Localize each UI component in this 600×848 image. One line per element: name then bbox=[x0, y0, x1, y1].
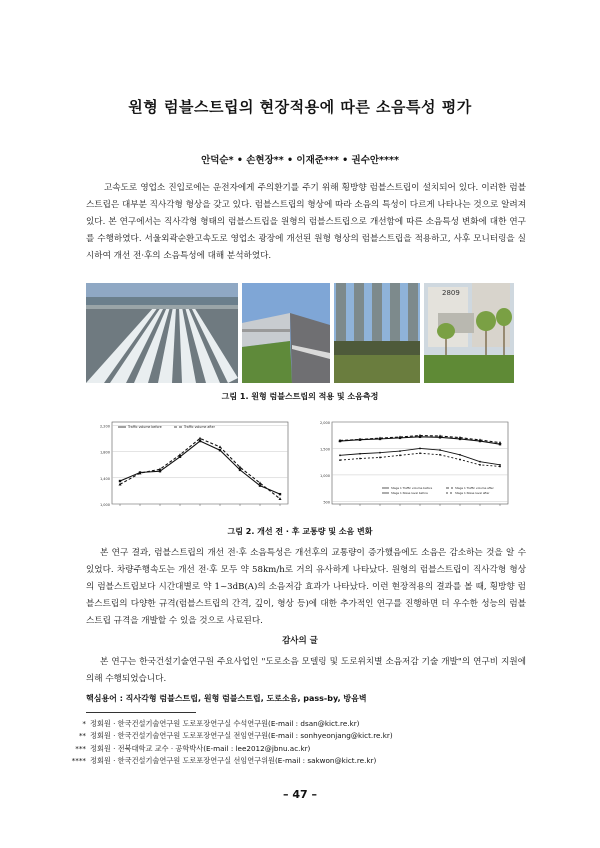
photo-road-barrier bbox=[242, 283, 330, 383]
data-point bbox=[399, 450, 401, 452]
data-point bbox=[359, 453, 361, 455]
page-number: – 47 – bbox=[283, 788, 317, 801]
footnote-mark: ** bbox=[78, 731, 86, 741]
series-line bbox=[120, 438, 280, 498]
footnote-text: 정회원 · 한국건설기술연구원 도로포장연구실 전임연구원(E-mail : sonhyeonjang@kict.re.kr) bbox=[90, 731, 393, 741]
paper-title: 원형 럼블스트립의 현장적용에 따른 소음특성 평가 bbox=[128, 98, 472, 116]
y-tick-label: 1,400 bbox=[99, 476, 110, 481]
keywords: 핵심용어 : 직사각형 럼블스트립, 원형 럼블스트립, 도로소음, pass-by, 방음벽 bbox=[86, 694, 367, 703]
data-point bbox=[439, 449, 441, 451]
data-point bbox=[479, 461, 481, 463]
data-point bbox=[219, 445, 222, 448]
series-line bbox=[340, 448, 500, 464]
footnote bbox=[68, 730, 538, 742]
data-point bbox=[219, 449, 221, 451]
data-point bbox=[419, 448, 421, 450]
data-point bbox=[499, 464, 501, 466]
data-point bbox=[479, 464, 481, 466]
data-point bbox=[339, 459, 341, 461]
footnote-divider bbox=[86, 712, 196, 713]
y-tick-label: 2,200 bbox=[99, 424, 110, 429]
result-paragraph: 본 연구 결과, 럼블스트립의 개선 전·후 소음특성은 개선후의 교통량이 증가했음에도 소음은 감소하는 것을 알 수 있었다. 차량주행속도는 개선 전·후 모두 약 58km/h로 거의 유사하게 나타났다. 원형의 럼블스트립이 직사각형 형상의 럼블스트립보다 시간대별로 약 1~3dB(A)의 소음저감 효과가 나타났다. 이런 현장적용의 결과를 볼 때, 횡방향 럼블스트립의 다양한 규격(럼블스트립의 간격, 깊이, 형상 등)에 대한 추가적인 연구를 진행하면 더 우수한 성능의 럼블스트립 규격을 개발할 수 있을 것으로 사료된다. bbox=[86, 548, 526, 626]
noise-traffic-chart bbox=[306, 412, 516, 520]
data-point bbox=[459, 459, 461, 461]
data-point bbox=[199, 440, 201, 442]
footnote bbox=[68, 755, 538, 767]
data-point bbox=[359, 458, 361, 460]
data-point bbox=[279, 497, 282, 500]
footnote-text: 정회원 · 한국건설기술연구원 도로포장연구실 수석연구원(E-mail : dsan@kict.re.kr) bbox=[90, 719, 360, 728]
y-tick-label: 1,800 bbox=[99, 450, 110, 455]
author-list: 안덕순* • 손현장** • 이재준*** • 권수안**** bbox=[201, 155, 399, 166]
data-point bbox=[459, 454, 461, 456]
figure1-photos bbox=[86, 283, 514, 383]
data-point bbox=[499, 441, 502, 444]
data-point bbox=[419, 452, 421, 454]
legend-label: Stage 1 Noise level after bbox=[455, 491, 490, 496]
legend-label: Traffic volume after bbox=[184, 425, 215, 430]
acknowledgement-paragraph: 본 연구는 한국건설기술연구원 주요사업인 "도로소음 모델링 및 도로위치별 소음저감 기술 개발"의 연구비 지원에 의해 수행되었습니다. bbox=[86, 657, 526, 684]
y-tick-label: 1,500 bbox=[319, 447, 330, 452]
y-tick-label: 2,000 bbox=[319, 421, 330, 425]
y-tick-label: 1,000 bbox=[99, 503, 110, 507]
footnote-mark: * bbox=[82, 719, 86, 728]
acknowledgement-title: 감사의 글 bbox=[282, 636, 318, 646]
footnote bbox=[68, 743, 538, 755]
data-point bbox=[179, 453, 182, 456]
footnote-text: 정회원 · 한국건설기술연구원 도로포장연구실 선임연구위원(E-mail : sakwon@kict.re.kr) bbox=[90, 755, 377, 765]
legend-label: Stage 1 Traffic volume before bbox=[391, 486, 433, 491]
series-line bbox=[120, 441, 280, 494]
data-point bbox=[259, 484, 261, 486]
footnote bbox=[68, 718, 538, 730]
footnote-text: 정회원 · 전북대학교 교수 · 공학박사(E-mail : lee2012@jbnu.ac.kr) bbox=[90, 743, 311, 753]
figure2-caption: 그림 2. 개선 전 · 후 교통량 및 소음 변화 bbox=[227, 527, 373, 536]
data-point bbox=[199, 437, 202, 440]
footnotes bbox=[68, 718, 538, 767]
data-point bbox=[279, 493, 281, 495]
data-point bbox=[379, 457, 381, 459]
data-point bbox=[379, 452, 381, 454]
footnote-mark: **** bbox=[71, 755, 86, 765]
legend-label: Traffic volume before bbox=[128, 425, 162, 430]
plot-frame bbox=[112, 422, 288, 504]
data-point bbox=[399, 454, 401, 456]
traffic-volume-chart bbox=[86, 412, 296, 520]
data-point bbox=[499, 466, 501, 468]
data-point bbox=[439, 454, 441, 456]
figure1-caption: 그림 1. 원형 럼블스트립의 적용 및 소음측정 bbox=[221, 392, 379, 401]
data-point bbox=[119, 480, 121, 482]
data-point bbox=[339, 454, 341, 456]
photo-building-site bbox=[424, 283, 514, 383]
legend-label: Stage 1 Traffic volume after bbox=[455, 486, 494, 491]
data-point bbox=[239, 469, 241, 471]
y-tick-label: 1,000 bbox=[319, 473, 330, 478]
building-number-label: 2809 bbox=[442, 289, 460, 297]
footnote-mark: *** bbox=[75, 743, 86, 753]
series-line bbox=[340, 453, 500, 466]
abstract-paragraph: 고속도로 영업소 진입로에는 운전자에게 주의환기를 주기 위해 횡방향 럼블스트립이 설치되어 있다. 이러한 럼블스트립은 대부분 직사각형 형상을 갖고 있다. 럼블스트립의 형상에 따라 소음의 특성이 다르게 나타나는 것으로 알려져 있다. 본 연구에서는 직사각형 형태의 럼블스트립을 원형의 럼블스트립으로 개선함에 따른 소음특성 변화에 대한 연구를 수행하였다. 서울외곽순환고속도로 영업소 광장에 개선된 원형 형상의 럼블스트립을 적용하고, 사후 모니터링을 실시하여 개선 전·후의 소음특성에 대해 분석하였다. bbox=[86, 183, 526, 261]
photo-sound-barrier bbox=[334, 283, 420, 383]
photo-rumble-strips bbox=[86, 283, 238, 383]
y-tick-label: 500 bbox=[323, 500, 330, 505]
legend-label: Stage 1 Noise level before bbox=[391, 491, 428, 496]
